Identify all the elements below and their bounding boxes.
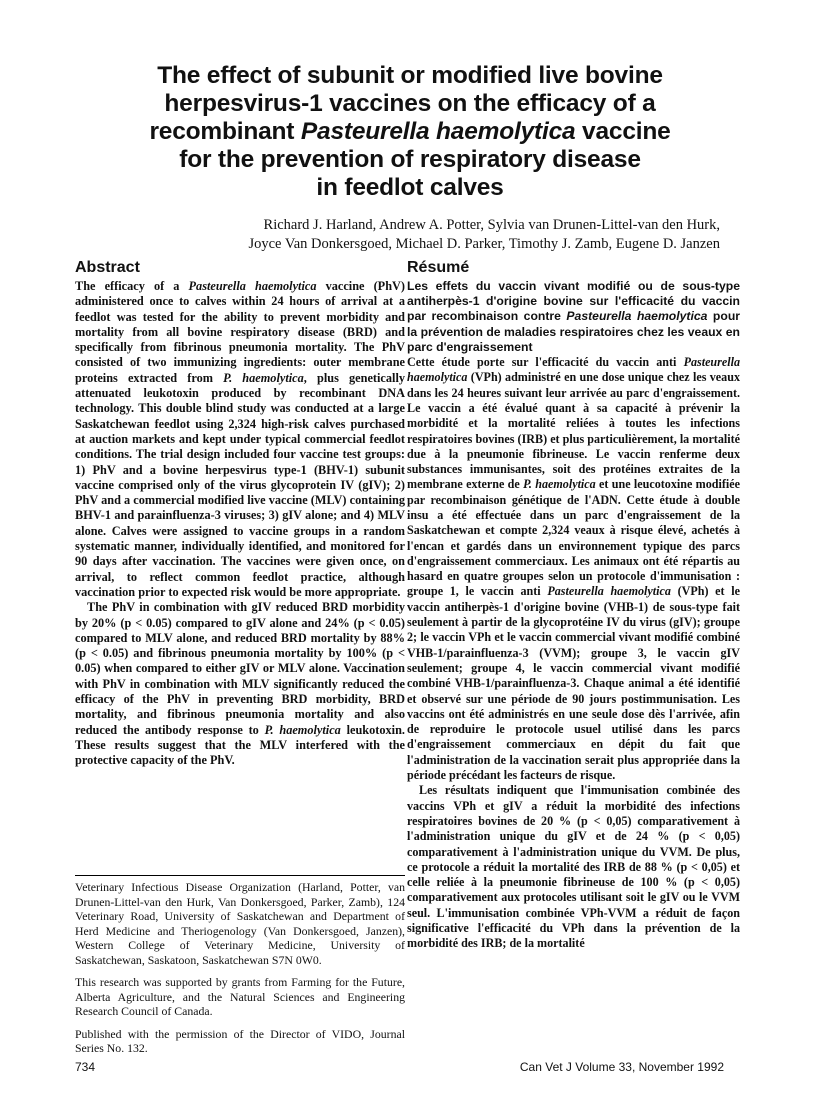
abstract-heading: Abstract xyxy=(75,259,140,276)
title-line: in feedlot calves xyxy=(316,174,504,201)
funding-note: This research was supported by grants from Farming for the Future, Alberta Agriculture, and the Natural Sciences and Engineering Research Council of Canada. xyxy=(75,975,405,1018)
title-line: The effect of subunit or modified live bovine xyxy=(157,62,663,89)
title-line: for the prevention of respiratory disease xyxy=(179,146,641,173)
journal-citation: Can Vet J Volume 33, November 1992 xyxy=(519,1060,724,1074)
affiliation-note: Veterinary Infectious Disease Organization (Harland, Potter, van Drunen-Littel-van den Hurk, Van Donkersgoed, Parker, Zamb), 124 Veterinary Road, University of Saskatchewan and Department of Herd Medicine and Theriogenology (Van Donkersgoed, Janzen), Western College of Veterinary Medicine, University of Saskatchewan, Saskatoon, Saskatchewan S7N 0W0. xyxy=(75,880,405,967)
footnotes xyxy=(75,880,405,1064)
footnote-divider xyxy=(75,875,405,876)
resume-paragraph: Cette étude porte sur l'efficacité du vaccin anti Pasteurella haemolytica (VPh) administré en une dose unique chez les veaux dans les 24 heures suivant leur arrivée au parc d'engraissement. Le vaccin a été évalué quant à sa capacité à prévenir la morbidité et la mortalité reliées à toutes les infections respiratoires bovines (IRB) et plus particulièrement, la mortalité due à la pneumonie fibrineuse. Le vaccin renferme deux substances immunisantes, soit des protéines extraites de la membrane externe de P. haemolytica et une leucotoxine modifiée par recombinaison génétique de l'ADN. Cette étude à double insu a été effectuée dans un parc d'engraissement de la Saskatchewan et compte 2,324 veaux à risque élevé, achetés à l'encan et gardés dans un environnement typique des parcs d'engraissement commerciaux. Les animaux ont été répartis au hasard en quatre groupes selon un protocole d'immunisation : groupe 1, le vaccin anti Pasteurella haemolytica (VPh) et le vaccin antiherpès-1 d'origine bovine (VHB-1) de sous-type fait seulement à partir de la glycoprotéine IV du virus (gIV); groupe 2; le vaccin VPh et le vaccin commercial vivant modifié combiné VHB-1/parainfluenza-3 (VVM); groupe 3, le vaccin gIV seulement; groupe 4, le vaccin commercial vivant modifié combiné VHB-1/parainfluenza-3. Chaque animal a été identifié et observé sur une période de 90 jours postimmunisation. Les vaccins ont été administrés en une seule dose dès l'arrivée, afin de reproduire le protocole usuel utilisé dans les parcs d'engraissement commerciaux en dépit du fait que l'administration de la vaccination serait plus appropriée dans la période précédant les facteurs de risque. xyxy=(407,355,740,783)
resume-heading: Résumé xyxy=(407,259,470,276)
page-number: 734 xyxy=(75,1060,96,1074)
article-title xyxy=(60,62,760,202)
author-line: Richard J. Harland, Andrew A. Potter, Sylvia van Drunen-Littel-van den Hurk, xyxy=(263,217,720,233)
author-line: Joyce Van Donkersgoed, Michael D. Parker, Timothy J. Zamb, Eugene D. Janzen xyxy=(248,236,720,252)
abstract-section xyxy=(75,258,405,769)
publication-note: Published with the permission of the Director of VIDO, Journal Series No. 132. xyxy=(75,1026,405,1055)
abstract-paragraph: The efficacy of a Pasteurella haemolytica vaccine (PhV) administered once to calves within 24 hours of arrival at a feedlot was tested for the ability to prevent morbidity and mortality from all bovine respiratory disease (BRD) and specifically from fibrinous pneumonia mortality. The PhV consisted of two immunizing ingredients: outer membrane proteins extracted from P. haemolytica, plus genetically attenuated leukotoxin produced by recombinant DNA technology. This double blind study was conducted at a large Saskatchewan feedlot using 2,324 high-risk calves purchased at auction markets and kept under typical commercial feedlot conditions. The trial design included four vaccine test groups: 1) PhV and a bovine herpesvirus type-1 (BHV-1) subunit vaccine comprised only of the virus glycoprotein IV (gIV); 2) PhV and a commercial modified live vaccine (MLV) containing BHV-1 and parainfluenza-3 viruses; 3) gIV alone; and 4) MLV alone. Calves were assigned to vaccine groups in a random systematic manner, individually identified, and monitored for 90 days after vaccination. The vaccines were given once, on arrival, to reflect common feedlot practice, although vaccination prior to expected risk would be more appropriate. xyxy=(75,279,406,599)
resume-paragraph: Les résultats indiquent que l'immunisation combinée des vaccins VPh et gIV a réduit la morbidité des infections respiratoires bovines de 20 % (p < 0,05) comparativement à l'administration unique du gIV et de 24 % (p < 0,05) comparativement à l'administration unique du VVM. De plus, ce protocole a réduit la mortalité des IRB de 88 % (p < 0,05) et celle reliée à la pneumonie fibrineuse de 100 % (p < 0,05) comparativement aux protocoles utilisant soit le gIV ou le VVM seul. L'immunisation combinée VPh-VVM a réduit de façon significative l'efficacité du VPh dans la prévention de la morbidité des IRB; de la mortalité xyxy=(407,783,740,951)
abstract-paragraph: The PhV in combination with gIV reduced BRD morbidity by 20% (p < 0.05) compared to gIV alone and 24% (p < 0.05) compared to MLV alone, and reduced BRD mortality by 88% (p < 0.05) and fibrinous pneumonia mortality by 100% (p < 0.05) when compared to either gIV or MLV alone. Vaccination with PhV in combination with MLV significantly reduced the efficacy of the PhV in preventing BRD morbidity, BRD mortality, and fibrinous pneumonia mortality and also reduced the antibody response to P. haemolytica leukotoxin. These results suggest that the MLV interfered with the protective capacity of the PhV. xyxy=(75,600,406,768)
title-line: recombinant Pasteurella haemolytica vaccine xyxy=(149,118,671,145)
title-line: herpesvirus-1 vaccines on the efficacy of a xyxy=(164,90,656,117)
author-list xyxy=(248,216,720,254)
resume-section xyxy=(407,258,740,952)
resume-subtitle: Les effets du vaccin vivant modifié ou de sous-type antiherpès-1 d'origine bovine sur l'efficacité du vaccin par recombinaison contre Pasteurella haemolytica pour la prévention de maladies respiratoires chez les veaux en parc d'engraissement xyxy=(407,279,741,354)
